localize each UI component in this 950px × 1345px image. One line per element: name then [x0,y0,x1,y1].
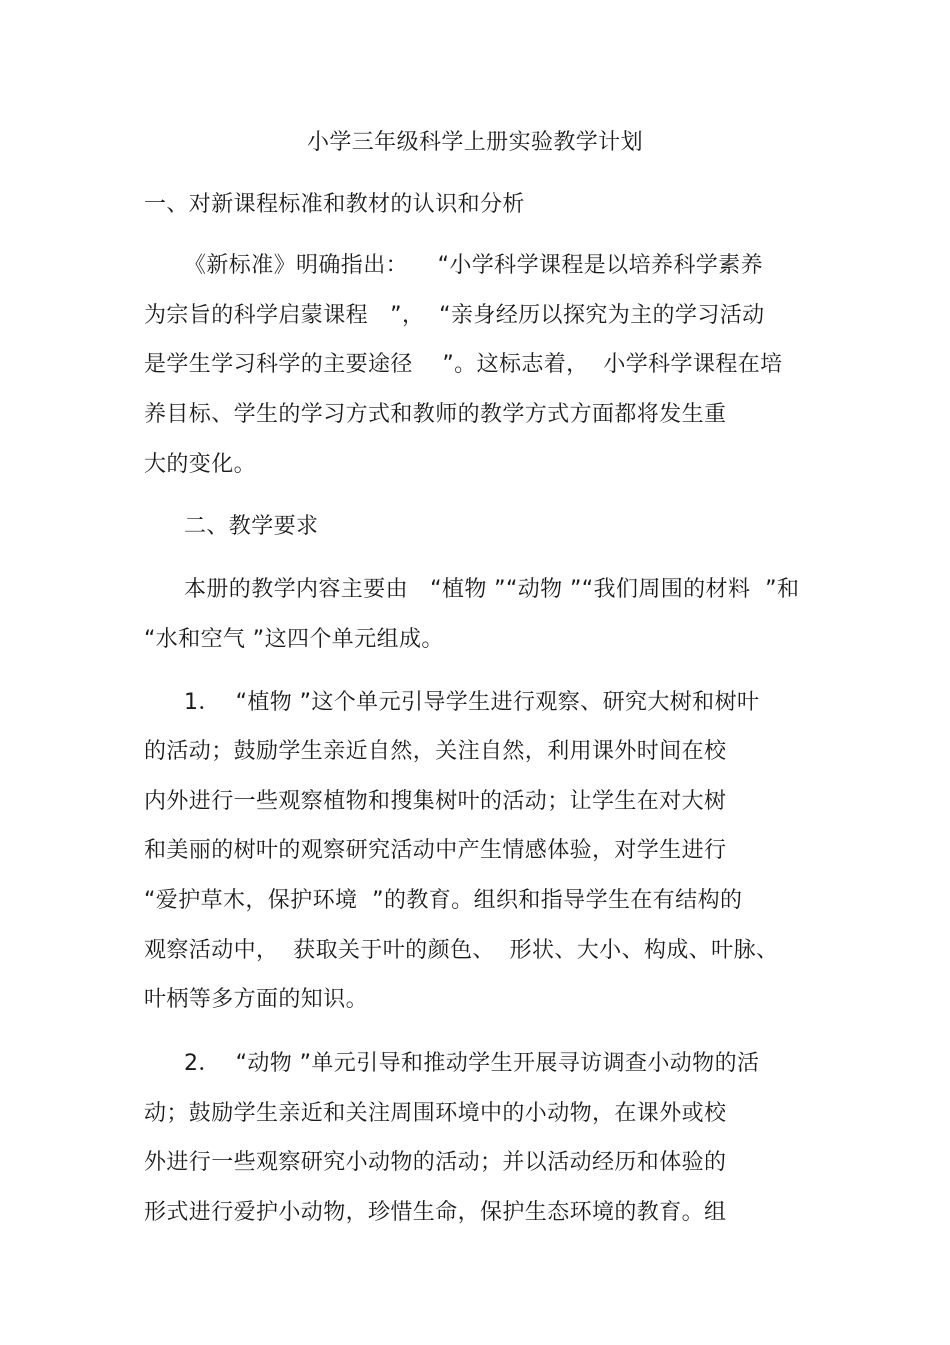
item2-line: 外进行一些观察研究小动物的活动；并以活动经历和体验的 [144,1150,727,1175]
section2-heading: 二、教学要求 [184,514,319,539]
section1-paragraph-line: 是学生学习科学的主要途径 ”。这标志着， 小学科学课程在培 [144,352,783,377]
document-title: 小学三年级科学上册实验教学计划 [306,130,643,155]
section1-heading: 一、对新课程标准和教材的认识和分析 [144,192,525,217]
section1-paragraph-line: 为宗旨的科学启蒙课程 ”， “亲身经历以探究为主的学习活动 [144,303,765,328]
item2-line: 动；鼓励学生亲近和关注周围环境中的小动物，在课外或校 [144,1101,727,1126]
item2-line: 2． “动物 ”单元引导和推动学生开展寻访调查小动物的活 [184,1051,760,1076]
section1-paragraph-line: 大的变化。 [144,452,257,477]
section1-paragraph-line: 养目标、学生的学习方式和教师的教学方式方面都将发生重 [144,402,727,427]
item1-line: 的活动；鼓励学生亲近自然，关注自然，利用课外时间在校 [144,739,727,764]
section2-paragraph-line: 本册的教学内容主要由 “植物 ”“动物 ”“我们周围的材料 ”和 [184,577,800,602]
item1-line: 和美丽的树叶的观察研究活动中产生情感体验，对学生进行 [144,838,727,863]
item1-line: 观察活动中， 获取关于叶的颜色、 形状、大小、构成、叶脉、 [144,938,779,963]
section2-paragraph-line: “水和空气 ”这四个单元组成。 [144,627,444,652]
item1-line: 1． “植物 ”这个单元引导学生进行观察、研究大树和树叶 [184,690,760,715]
section1-paragraph-line: 《新标准》明确指出： “小学科学课程是以培养科学素养 [184,253,763,278]
item2-line: 形式进行爱护小动物，珍惜生命，保护生态环境的教育。组 [144,1200,727,1225]
item1-line: 叶柄等多方面的知识。 [144,987,369,1012]
item1-line: “爱护草木，保护环境 ”的教育。组织和指导学生在有结构的 [144,888,743,913]
item1-line: 内外进行一些观察植物和搜集树叶的活动；让学生在对大树 [144,789,727,814]
